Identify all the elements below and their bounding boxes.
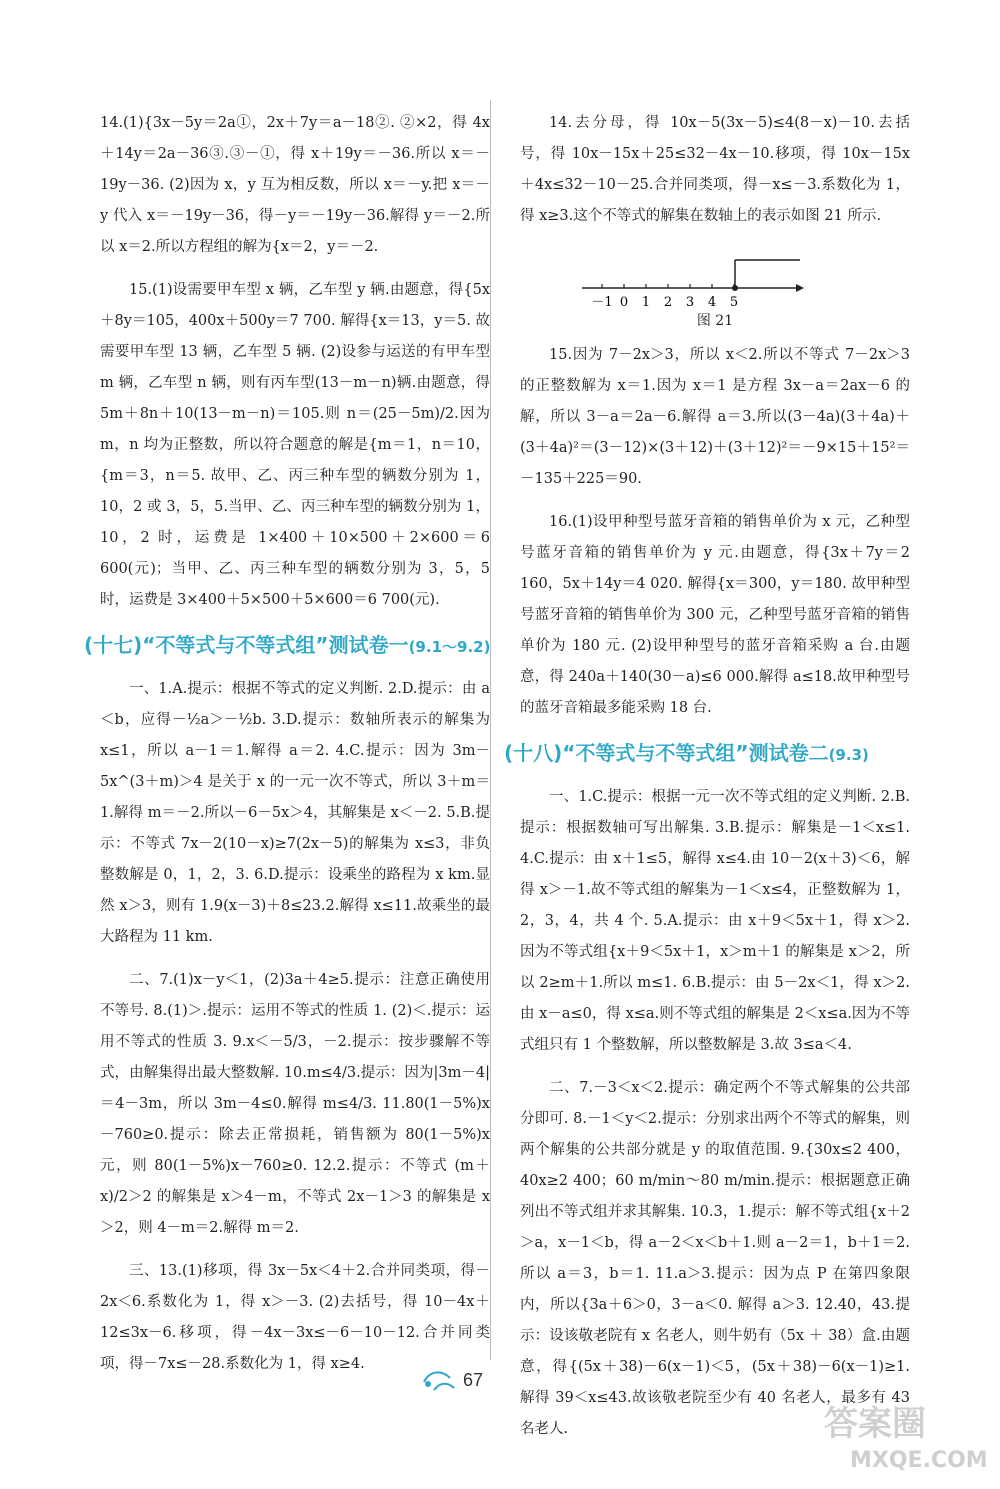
tick-label: 0 — [619, 295, 629, 310]
column-divider — [490, 100, 491, 1360]
section-17-title: (十七)“不等式与不等式组”测试卷一 — [84, 633, 409, 657]
section-18-range: (9.3) — [828, 746, 869, 764]
solution-point — [732, 285, 738, 291]
page-number: 67 — [463, 1370, 484, 1390]
figure-caption: 图 21 — [696, 313, 734, 329]
answer-14-left: 14.(1){3x－5y＝2a①，2x＋7y＝a－18②. ②×2，得 4x＋14y＝2a－36③.③－①，得 x＋19y＝－36.所以 x＝－19y－36. (2)因为 x，y 互为相反数，所以 x＝－y.把 x＝－y 代入 x＝－19y－36，得－y＝－19y－36.解得 y＝－2.所以 x＝2.所以方程组的解为{x＝2，y＝－2. — [100, 115, 490, 255]
section-17-part-2: 二、7.(1)x－y＜1，(2)3a＋4≥5.提示：注意正确使用不等号. 8.(1)＞.提示：运用不等式的性质 1. (2)＜.提示：运用不等式的性质 3. 9.x＜－5/3，－2.提示：按步骤解不等式，由解集得出最大整数解. 10.m≤4/3.提示：因为|3m－4|＝4－3m，所以 3m－4≤0.解得 m≤4/3. 11.80(1－5%)x－760≥0.提示：除去正常损耗，销售额为 80(1－5%)x 元，则 80(1－5%)x－760≥0. 12.2.提示：不等式 (m＋x)/2＞2 的解集是 x＞4－m，不等式 2x－1＞3 的解集是 x＞2，则 4－m＝2.解得 m＝2. — [100, 972, 490, 1236]
answer-16-right: 16.(1)设甲种型号蓝牙音箱的销售单价为 x 元，乙种型号蓝牙音箱的销售单价为 y 元.由题意，得{3x＋7y＝2 160，5x＋14y＝4 020. 解得{x＝300，y＝180. 故甲种型号蓝牙音箱的销售单价为 300 元，乙种型号蓝牙音箱的销售单价为 180 元. (2)设甲种型号的蓝牙音箱采购 a 台.由题意，得 240a＋140(30－a)≤6 000.解得 a≤18.故甲种型号的蓝牙音箱最多能采购 18 台. — [520, 514, 910, 716]
section-17-heading — [84, 628, 490, 664]
tick-label: 5 — [729, 295, 739, 310]
section-18-heading — [504, 736, 910, 772]
svg-text:答案圈: 答案圈 — [824, 1404, 926, 1444]
section-17-range: (9.1～9.2) — [408, 638, 491, 656]
left-column — [84, 108, 491, 1392]
svg-text:MXQE.COM: MXQE.COM — [850, 1448, 988, 1473]
answer-15-right: 15.因为 7－2x＞3，所以 x＜2.所以不等式 7－2x＞3 的正整数解为 x＝1.因为 x＝1 是方程 3x－a＝2ax－6 的解，所以 3－a＝2a－6.解得 a＝3.所以(3－4a)(3＋4a)＋(3＋4a)²＝(3－12)×(3＋12)＋(3＋12)²＝－9×15＋15²＝－135＋225＝90. — [520, 347, 910, 487]
number-line-figure — [520, 244, 910, 332]
right-column — [504, 108, 910, 1457]
watermark-logo — [820, 1395, 990, 1475]
section-17-part-1: 一、1.A.提示：根据不等式的定义判断. 2.D.提示：由 a＜b，应得－½a＞－½b. 3.D.提示：数轴所表示的解集为 x≤1，所以 a－1＝1.解得 a＝2. 4.C.提示：因为 3m－5x^(3＋m)＞4 是关于 x 的一元一次不等式，所以 3＋m＝1.解得 m＝－2.所以－6－5x＞4，其解集是 x＜－2. 5.B.提示：不等式 7x－2(10－x)≥7(2x－5)的解集为 x≤3，非负整数解是 0，1，2，3. 6.D.提示：设乘坐的路程为 x km.显然 x＞3，则有 1.9(x－3)＋8≤23.2.解得 x≤11.故乘坐的最大路程为 11 km. — [100, 681, 490, 945]
section-17-part-3: 三、13.(1)移项，得 3x－5x＜4＋2.合并同类项，得－2x＜6.系数化为 1，得 x＞－3. (2)去括号，得 10－4x＋12≤3x－6.移项，得－4x－3x≤－6－10－12.合并同类项，得－7x≤－28.系数化为 1，得 x≥4. — [100, 1263, 490, 1372]
number-line — [582, 244, 812, 310]
leaf-logo-icon — [420, 1364, 458, 1394]
answer-15-left: 15.(1)设需要甲车型 x 辆，乙车型 y 辆.由题意，得{5x＋8y＝105，400x＋500y＝7 700. 解得{x＝13，y＝5. 故需要甲车型 13 辆，乙车型 5 辆. (2)设参与运送的有甲车型 m 辆，乙车型 n 辆，则有丙车型(13－m－n)辆.由题意，得 5m＋8n＋10(13－m－n)＝105.则 n＝(25－5m)/2.因为 m，n 均为正整数，所以符合题意的解是{m＝1，n＝10，{m＝3，n＝5. 故甲、乙、丙三种车型的辆数分别为 1，10，2 或 3，5，5.当甲、乙、丙三种车型的辆数分别为 1，10，2 时，运费是 1×400＋10×500＋2×600＝6 600(元)；当甲、乙、丙三种车型的辆数分别为 3，5，5 时，运费是 3×400＋5×500＋5×600＝6 700(元). — [100, 282, 490, 608]
tick-label: 4 — [707, 295, 717, 310]
section-18-part-2: 二、7.－3＜x＜2.提示：确定两个不等式解集的公共部分即可. 8.－1＜y＜2.提示：分别求出两个不等式的解集，则两个解集的公共部分就是 y 的取值范围. 9.{30x≤2 400，40x≥2 400；60 m/min～80 m/min.提示：根据题意正确列出不等式组并求其解集. 10.3，1.提示：解不等式组{x＋2＞a，x－1＜b，得 a－2＜x＜b＋1.则 a－2＝1，b＋1＝2.所以 a＝3，b＝1. 11.a＞3.提示：因为点 P 在第四象限内，所以{3a＋6＞0，3－a＜0. 解得 a＞3. 12.40，43.提示：设该敬老院有 x 名老人，则牛奶有（5x ＋ 38）盒.由题意，得{(5x＋38)－6(x－1)＜5，(5x＋38)－6(x－1)≥1. 解得 39＜x≤43.故该敬老院至少有 40 名老人，最多有 43 名老人. — [520, 1080, 910, 1437]
tick-label: 1 — [641, 295, 651, 310]
number-line-arrow — [796, 284, 804, 292]
tick-label: 3 — [685, 295, 695, 310]
section-18-title: (十八)“不等式与不等式组”测试卷二 — [504, 741, 829, 765]
tick-label: 2 — [663, 295, 673, 310]
tick-label: －1 — [591, 295, 613, 310]
section-18-part-1: 一、1.C.提示：根据一元一次不等式组的定义判断. 2.B.提示：根据数轴可写出解集. 3.B.提示：解集是－1＜x≤1. 4.C.提示：由 x＋1≤5，解得 x≤4.由 10－2(x＋3)＜6，解得 x＞－1.故不等式组的解集为－1＜x≤4，正整数解为 1，2，3，4，共 4 个. 5.A.提示：由 x＋9＜5x＋1，得 x＞2.因为不等式组{x＋9＜5x＋1，x＞m＋1 的解集是 x＞2，所以 2≥m＋1.所以 m≤1. 6.B.提示：由 5－2x＜1，得 x＞2.由 x－a≤0，得 x≤a.则不等式组的解集是 2＜x≤a.因为不等式组只有 1 个整数解，所以整数解是 3.故 3≤a＜4. — [520, 789, 910, 1053]
answer-14-right: 14.去分母，得 10x－5(3x－5)≤4(8－x)－10.去括号，得 10x－15x＋25≤32－4x－10.移项，得 10x－15x＋4x≤32－10－25.合并同类项，得－x≤－3.系数化为 1，得 x≥3.这个不等式的解集在数轴上的表示如图 21 所示. — [520, 115, 910, 224]
